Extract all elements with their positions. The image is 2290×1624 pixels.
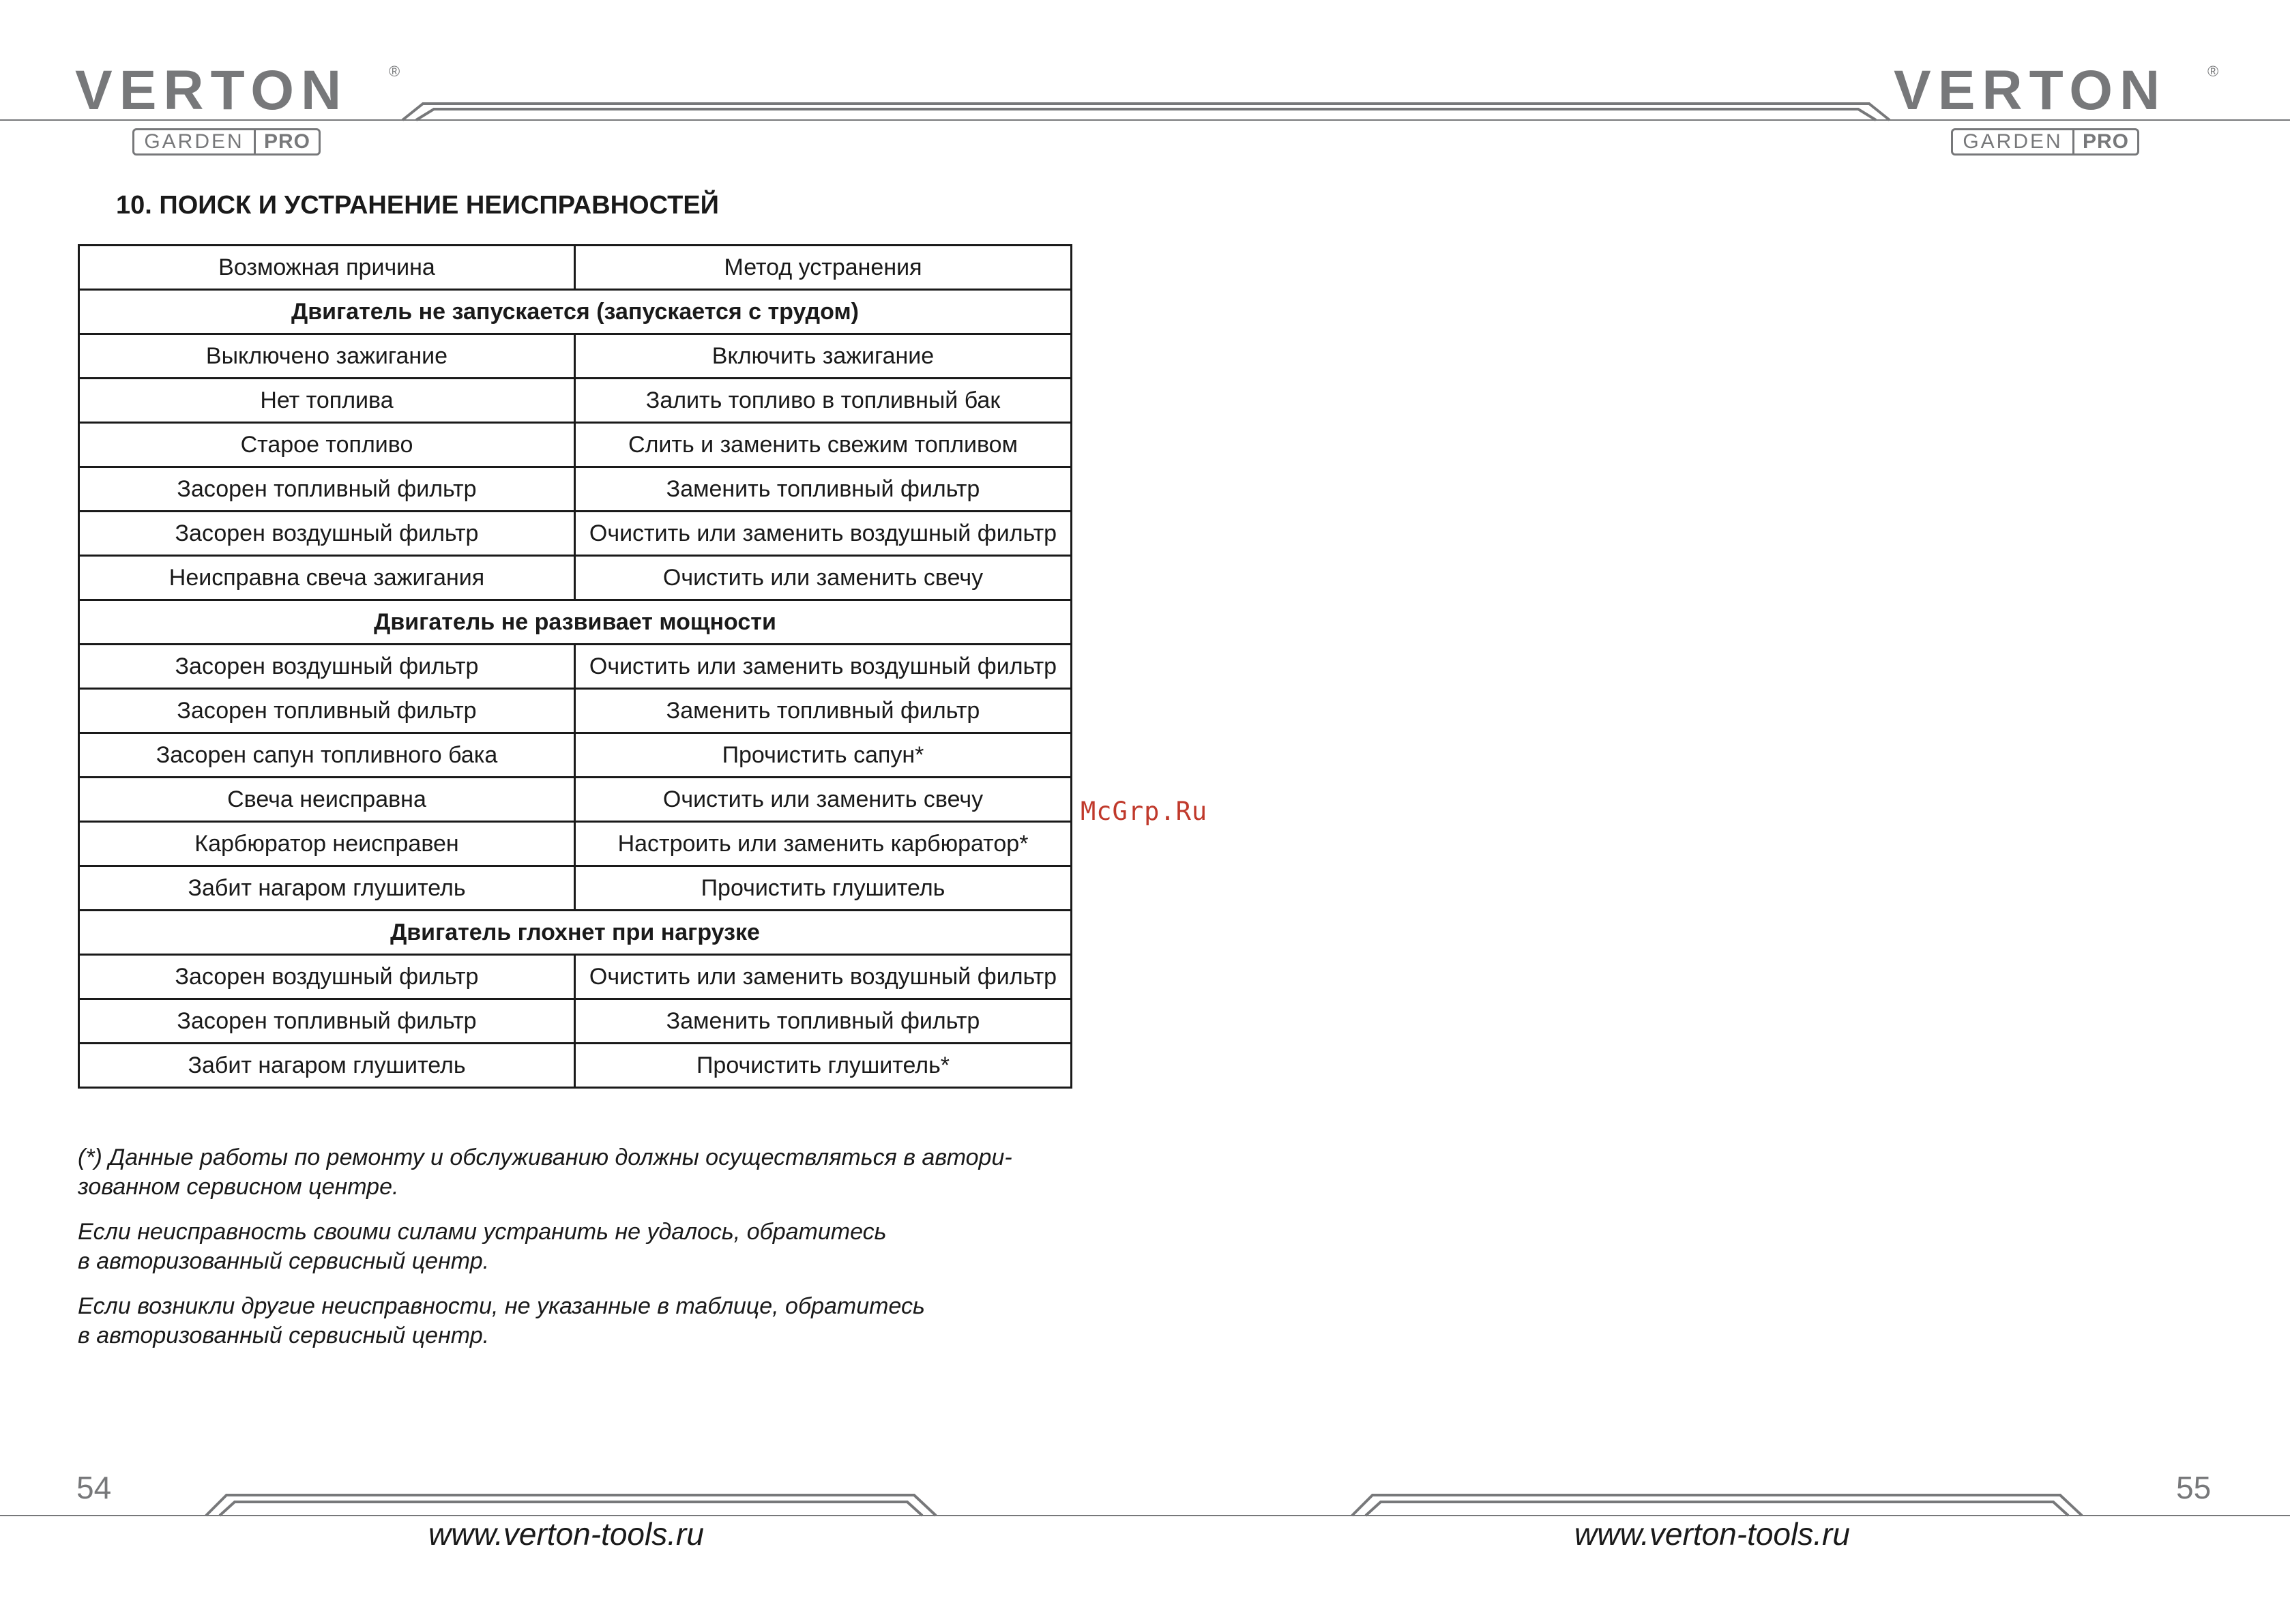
table-row <box>79 467 1072 512</box>
cause-cell: Свеча неисправна <box>79 778 575 822</box>
section-title-cell: Двигатель не запускается (запускается с трудом) <box>79 290 1072 334</box>
footer-decor-lines <box>0 1480 2290 1535</box>
section-title-cell: Двигатель глохнет при нагрузке <box>79 911 1072 955</box>
remedy-cell: Залить топливо в топливный бак <box>575 379 1072 423</box>
remedy-cell: Очистить или заменить свечу <box>575 556 1072 600</box>
note-line: Если возникли другие неисправности, не указанные в таблице, обратитесь <box>78 1293 925 1319</box>
cause-cell: Карбюратор неисправен <box>79 822 575 866</box>
table-row <box>79 778 1072 822</box>
footnote-asterisk <box>78 1143 1012 1202</box>
website-link-left[interactable]: www.verton-tools.ru <box>428 1516 704 1552</box>
remedy-cell: Очистить или заменить воздушный фильтр <box>575 645 1072 689</box>
section-row <box>79 290 1072 334</box>
verton-logo-left <box>75 59 400 165</box>
cause-cell: Засорен топливный фильтр <box>79 467 575 512</box>
table-row <box>79 955 1072 999</box>
note-line: в авторизованный сервисный центр. <box>78 1323 490 1348</box>
remedy-cell: Заменить топливный фильтр <box>575 467 1072 512</box>
remedy-cell: Очистить или заменить свечу <box>575 778 1072 822</box>
cause-cell: Забит нагаром глушитель <box>79 866 575 911</box>
cause-cell: Засорен топливный фильтр <box>79 689 575 733</box>
table-row <box>79 689 1072 733</box>
remedy-cell: Очистить или заменить воздушный фильтр <box>575 512 1072 556</box>
cause-cell: Нет топлива <box>79 379 575 423</box>
cause-cell: Неисправна свеча зажигания <box>79 556 575 600</box>
table-row <box>79 733 1072 778</box>
note-other-faults <box>78 1292 925 1350</box>
website-link-right[interactable]: www.verton-tools.ru <box>1574 1516 1850 1552</box>
note-line: в авторизованный сервисный центр. <box>78 1248 490 1274</box>
cause-cell: Забит нагаром глушитель <box>79 1044 575 1088</box>
registered-mark: ® <box>389 63 400 80</box>
table-row <box>79 645 1072 689</box>
note-service-center <box>78 1217 887 1276</box>
table-row <box>79 556 1072 600</box>
remedy-cell: Настроить или заменить карбюратор* <box>575 822 1072 866</box>
remedy-cell: Включить зажигание <box>575 334 1072 379</box>
table-row <box>79 822 1072 866</box>
table-row <box>79 1044 1072 1088</box>
cause-cell: Засорен воздушный фильтр <box>79 512 575 556</box>
remedy-cell: Прочистить глушитель* <box>575 1044 1072 1088</box>
remedy-cell: Очистить или заменить воздушный фильтр <box>575 955 1072 999</box>
note-line: (*) Данные работы по ремонту и обслуживанию должны осуществляться в автори- <box>78 1145 1012 1170</box>
cause-cell: Засорен сапун топливного бака <box>79 733 575 778</box>
page-number-right: 55 <box>2176 1470 2212 1505</box>
section-row <box>79 911 1072 955</box>
header-remedy: Метод устранения <box>575 246 1072 290</box>
page-number-left: 54 <box>76 1470 112 1505</box>
pro-label: PRO <box>2082 130 2129 153</box>
table-header-row <box>79 246 1072 290</box>
table-row <box>79 423 1072 467</box>
table-row <box>79 999 1072 1044</box>
remedy-cell: Прочистить сапун* <box>575 733 1072 778</box>
verton-logo-right <box>1894 59 2219 165</box>
header-cause: Возможная причина <box>79 246 575 290</box>
section-title: 10. ПОИСК И УСТРАНЕНИЕ НЕИСПРАВНОСТЕЙ <box>116 191 719 220</box>
cause-cell: Засорен воздушный фильтр <box>79 645 575 689</box>
garden-pro-badge <box>1951 128 2139 156</box>
pro-label: PRO <box>263 130 310 153</box>
troubleshooting-table <box>78 244 1072 1089</box>
garden-label: GARDEN <box>1953 130 2074 153</box>
remedy-cell: Заменить топливный фильтр <box>575 999 1072 1044</box>
remedy-cell: Заменить топливный фильтр <box>575 689 1072 733</box>
remedy-cell: Прочистить глушитель <box>575 866 1072 911</box>
registered-mark: ® <box>2207 63 2219 80</box>
cause-cell: Засорен топливный фильтр <box>79 999 575 1044</box>
logo-wordmark: VERTON <box>75 59 349 121</box>
table-row <box>79 334 1072 379</box>
cause-cell: Засорен воздушный фильтр <box>79 955 575 999</box>
table-row <box>79 866 1072 911</box>
garden-label: GARDEN <box>134 130 256 153</box>
table-row <box>79 512 1072 556</box>
garden-pro-badge <box>132 128 321 156</box>
cause-cell: Выключено зажигание <box>79 334 575 379</box>
watermark-text: McGrp.Ru <box>1081 797 1208 826</box>
cause-cell: Старое топливо <box>79 423 575 467</box>
logo-wordmark: VERTON <box>1894 59 2167 121</box>
section-title-cell: Двигатель не развивает мощности <box>79 600 1072 645</box>
note-line: Если неисправность своими силами устранить не удалось, обратитесь <box>78 1219 887 1245</box>
remedy-cell: Слить и заменить свежим топливом <box>575 423 1072 467</box>
note-line: зованном сервисном центре. <box>78 1174 399 1200</box>
section-row <box>79 600 1072 645</box>
table-row <box>79 379 1072 423</box>
